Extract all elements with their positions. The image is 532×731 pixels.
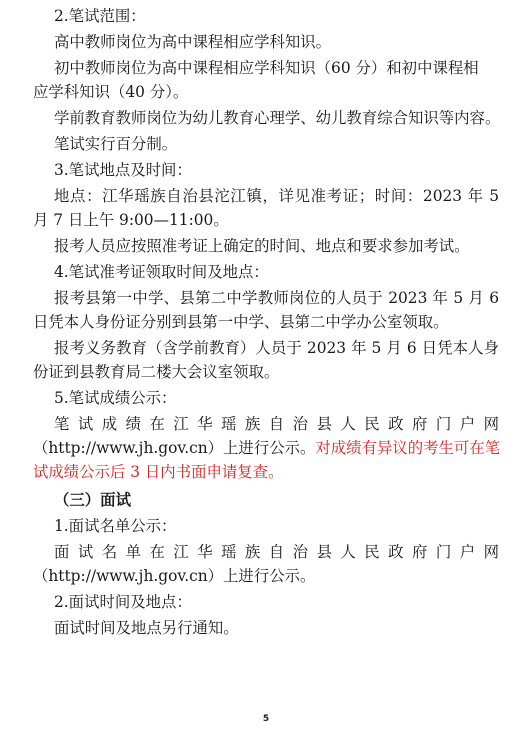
text-line: 笔试成绩在江华瑶族自治县人民政府门户网 (54, 415, 499, 433)
text-line: 学前教育教师岗位为幼儿教育心理学、幼儿教育综合知识等内容。 (54, 109, 501, 127)
highlighted-text: 对成绩有异议的考生可在笔 (315, 439, 501, 457)
text-line: 月 7 日上午 9:00—11:00。 (33, 211, 229, 229)
text-segment: （http://www.jh.gov.cn）上进行公示。 (33, 439, 316, 457)
text-line: 日凭本人身份证分别到县第一中学、县第二中学办公室领取。 (33, 313, 449, 331)
text-line: 面试时间及地点另行通知。 (54, 619, 239, 637)
text-line: 2.面试时间及地点： (54, 593, 192, 611)
highlighted-text-line: 试成绩公示后 3 日内书面申请复查。 (33, 463, 284, 481)
text-line: 高中教师岗位为高中课程相应学科知识。 (54, 33, 332, 51)
text-line: 笔试实行百分制。 (54, 135, 178, 153)
text-line: 4.笔试准考证领取时间及地点： (54, 263, 269, 281)
text-line: 地点：江华瑶族自治县沱江镇，详见准考证；时间：2023 年 5 (54, 187, 499, 205)
text-line: 报考人员应按照准考证上确定的时间、地点和要求参加考试。 (54, 237, 470, 255)
text-line: 1.面试名单公示： (54, 517, 177, 535)
text-line: 报考义务教育（含学前教育）人员于 2023 年 5 月 6 日凭本人身 (54, 339, 499, 357)
section-heading: （三）面试 (54, 491, 131, 509)
text-line: 面试名单在江华瑶族自治县人民政府门户网 (54, 543, 499, 561)
text-line: 份证到县教育局二楼大会议室领取。 (33, 363, 280, 381)
text-line: 报考县第一中学、县第二中学教师岗位的人员于 2023 年 5 月 6 (54, 289, 499, 307)
text-line: 应学科知识（40 分）。 (33, 83, 189, 101)
text-line: 初中教师岗位为高中课程相应学科知识（60 分）和初中课程相 (54, 59, 479, 77)
text-line: （http://www.jh.gov.cn）上进行公示。 (33, 567, 316, 585)
text-line: 2.笔试范围： (54, 7, 146, 25)
page-number: 5 (262, 714, 270, 724)
text-line: 3.笔试地点及时间： (54, 161, 192, 179)
text-line: 5.笔试成绩公示： (54, 389, 177, 407)
text-line (33, 438, 499, 458)
